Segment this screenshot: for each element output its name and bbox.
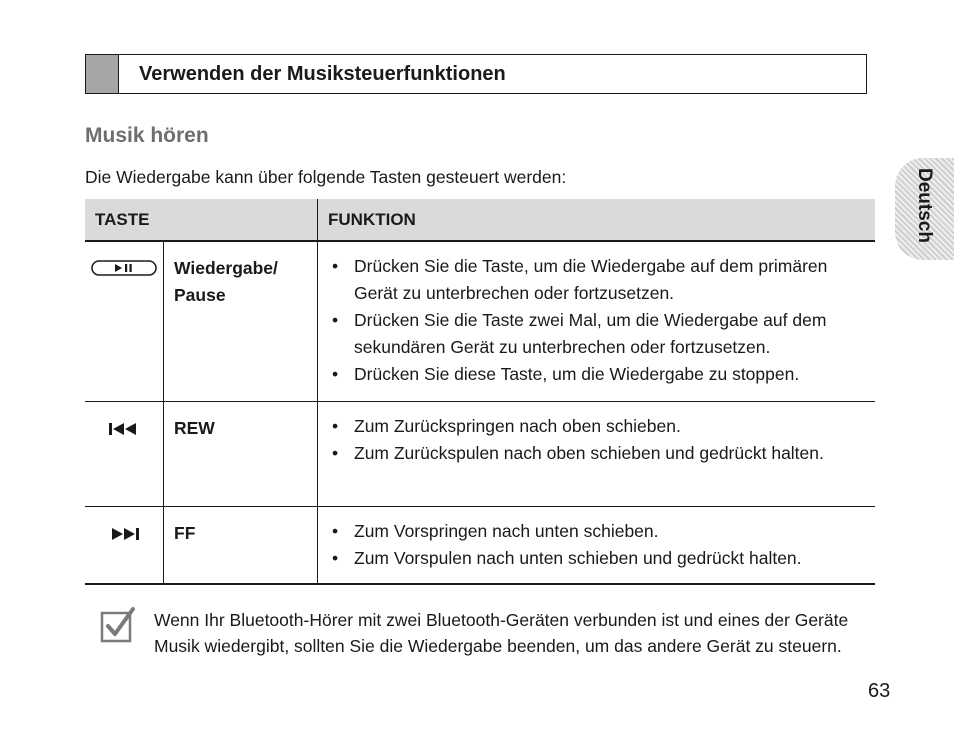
rewind-icon bbox=[108, 422, 140, 436]
key-name-cell bbox=[164, 241, 318, 401]
language-tab bbox=[895, 158, 954, 260]
table-row bbox=[85, 401, 875, 506]
fast-forward-icon bbox=[108, 527, 140, 541]
section-header bbox=[85, 54, 867, 94]
key-name-cell bbox=[164, 401, 318, 506]
table-row bbox=[85, 506, 875, 584]
function-item: • Zum Zurückspulen nach oben schieben und gedrückt halten. bbox=[332, 440, 865, 467]
section-marker bbox=[86, 55, 119, 93]
function-item: • Zum Vorspringen nach unten schieben. bbox=[332, 518, 865, 545]
function-item: • Zum Vorspulen nach unten schieben und gedrückt halten. bbox=[332, 545, 865, 572]
function-cell bbox=[318, 241, 876, 401]
key-icon-cell bbox=[85, 506, 164, 584]
controls-table bbox=[85, 199, 875, 585]
function-item: • Drücken Sie diese Taste, um die Wiedergabe zu stoppen. bbox=[332, 361, 865, 388]
function-list bbox=[332, 253, 865, 388]
function-cell bbox=[318, 506, 876, 584]
function-list bbox=[332, 518, 865, 572]
header-taste: TASTE bbox=[85, 199, 318, 241]
header-funktion: FUNKTION bbox=[318, 199, 876, 241]
function-list bbox=[332, 413, 865, 467]
function-item: • Drücken Sie die Taste, um die Wiedergabe auf dem primären Gerät zu unterbrechen oder fortzusetzen. bbox=[332, 253, 865, 307]
play-pause-button-icon bbox=[91, 260, 157, 276]
key-name-line: REW bbox=[174, 417, 215, 438]
subheading: Musik hören bbox=[85, 124, 209, 147]
function-item: • Zum Zurückspringen nach oben schieben. bbox=[332, 413, 865, 440]
language-label: Deutsch bbox=[914, 168, 935, 243]
key-name-line: FF bbox=[174, 522, 196, 543]
key-name-cell bbox=[164, 506, 318, 584]
section-title: Verwenden der Musiksteuerfunktionen bbox=[139, 63, 506, 85]
table-header-row bbox=[85, 199, 875, 241]
page-number: 63 bbox=[868, 680, 891, 702]
function-cell bbox=[318, 401, 876, 506]
function-item: • Drücken Sie die Taste zwei Mal, um die Wiedergabe auf dem sekundären Gerät zu unterbrechen oder fortzusetzen. bbox=[332, 307, 865, 361]
key-icon-cell bbox=[85, 401, 164, 506]
note-text: Wenn Ihr Bluetooth-Hörer mit zwei Bluetooth-Geräten verbunden ist und eines der Geräte Musik wiedergibt, sollten Sie die Wiedergabe beenden, um das andere Gerät zu steuern. bbox=[154, 610, 849, 656]
checkbox-note-icon bbox=[100, 607, 136, 643]
intro-text: Die Wiedergabe kann über folgende Tasten gesteuert werden: bbox=[85, 167, 567, 187]
key-name-line: Pause bbox=[174, 285, 226, 305]
key-name-line: Wiedergabe/ bbox=[174, 258, 278, 278]
table-row bbox=[85, 241, 875, 401]
key-icon-cell bbox=[85, 241, 164, 401]
